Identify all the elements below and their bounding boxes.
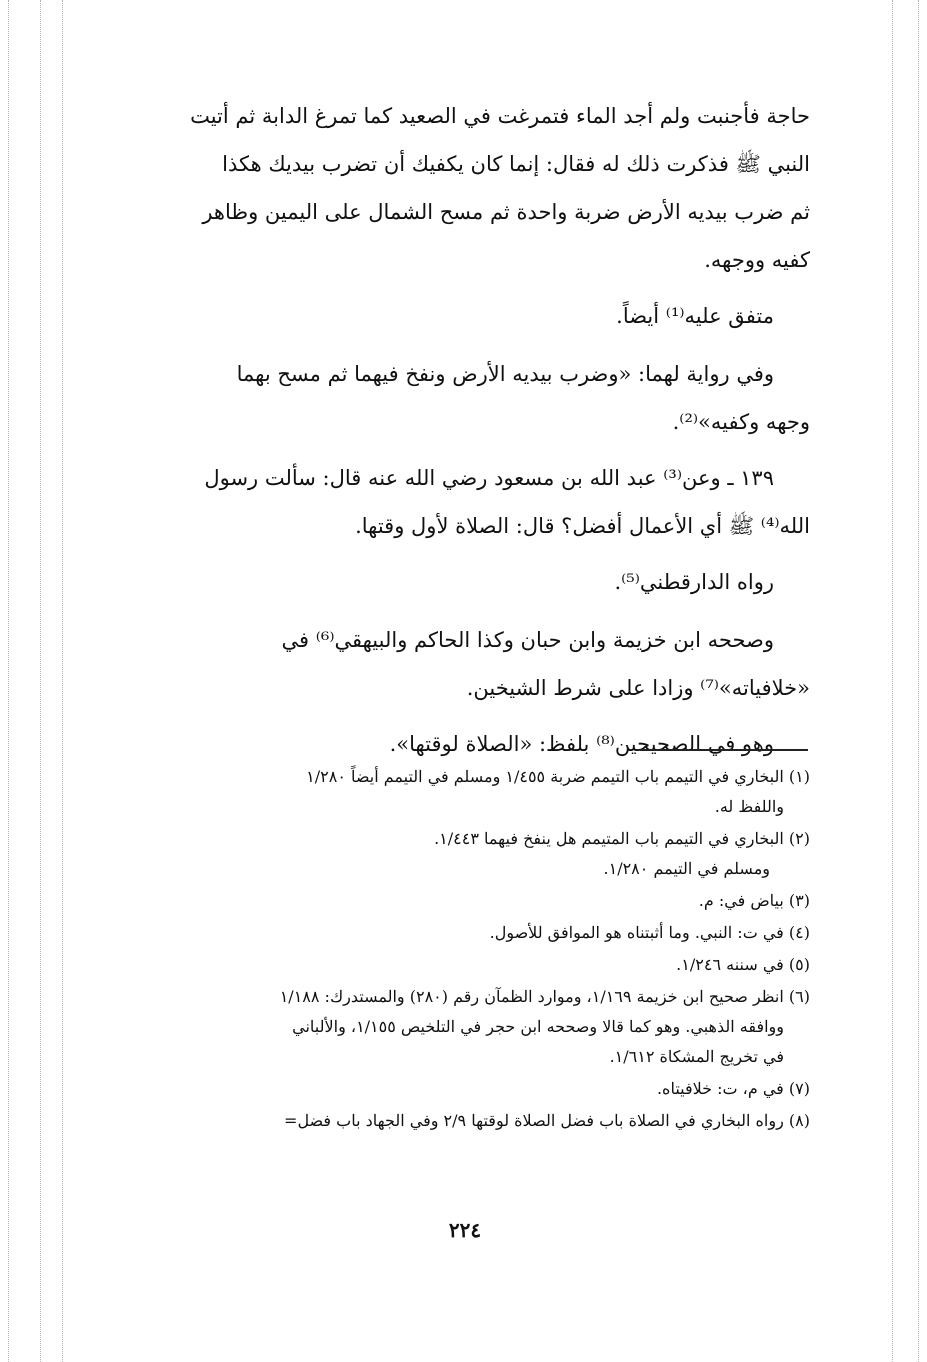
text-line: وجهه وكفيه»⁽²⁾. <box>672 410 810 434</box>
text-line: وفي رواية لهما: «وضرب بيديه الأرض ونفخ فيهما ثم مسح بهما <box>236 362 774 386</box>
footnote-3: (٣) بياض في: م. <box>698 891 810 910</box>
text-line: وصححه ابن خزيمة وابن حبان وكذا الحاكم والبيهقي⁽⁶⁾ في <box>281 628 774 652</box>
footnote-4: (٤) في ت: النبي. وما أثبتناه هو الموافق للأصول. <box>489 923 810 942</box>
paragraph-hadith-continuation <box>110 92 810 284</box>
main-text <box>110 92 810 778</box>
footnote-line: (٢) البخاري في التيمم باب المتيمم هل ينفخ فيهما ١/٤٤٣. <box>434 829 810 848</box>
footnote-7: (٧) في م، ت: خلافيتاه. <box>656 1079 810 1098</box>
footnote-8: (٨) رواه البخاري في الصلاة باب فضل الصلاة لوقتها ٢/٩ وفي الجهاد باب فضل= <box>284 1111 810 1130</box>
footnotes <box>110 762 810 1138</box>
paragraph-hadith-139 <box>110 454 810 550</box>
paragraph-authentication <box>110 616 810 712</box>
scan-edge-line <box>892 0 893 1362</box>
text-line: حاجة فأجنبت ولم أجد الماء فتمرغت في الصعيد كما تمرغ الدابة ثم أتيت <box>190 104 810 128</box>
text-line: النبي ﷺ فذكرت ذلك له فقال: إنما كان يكفيك أن تضرب بيديك هكذا <box>222 152 810 176</box>
scan-edge-line <box>40 0 41 1362</box>
page-number: ٢٢٤ <box>448 1218 482 1242</box>
text-line: «خلافياته»⁽⁷⁾ وزادا على شرط الشيخين. <box>466 676 810 700</box>
scan-edge-line <box>918 0 919 1362</box>
footnote-5: (٥) في سننه ١/٢٤٦. <box>676 955 810 974</box>
footnote-line: واللفظ له. <box>714 797 784 816</box>
text-line: ثم ضرب بيديه الأرض ضربة واحدة ثم مسح الشمال على اليمين وظاهر <box>202 200 810 224</box>
paragraph-narration-variant <box>110 350 810 446</box>
paragraph-attribution: متفق عليه⁽¹⁾ أيضاً. <box>616 304 774 328</box>
paragraph-source: رواه الدارقطني⁽⁵⁾. <box>614 570 774 594</box>
paragraph-sahihayn: وهو في الصحيحين⁽⁸⁾ بلفظ: «الصلاة لوقتها». <box>389 732 774 756</box>
footnote-line: ووافقه الذهبي. وهو كما قالا وصححه ابن حجر في التلخيص ١/١٥٥، والألباني <box>292 1017 784 1036</box>
text-line: ١٣٩ ـ وعن⁽³⁾ عبد الله بن مسعود رضي الله عنه قال: سألت رسول <box>204 466 774 490</box>
footnote-2 <box>110 824 810 884</box>
text-line: كفيه ووجهه. <box>704 248 810 272</box>
scan-edge-line <box>62 0 63 1362</box>
footnote-line: في تخريج المشكاة ١/٦١٢. <box>609 1047 784 1066</box>
footnote-line: (١) البخاري في التيمم باب التيمم ضربة ١/٤٥٥ ومسلم في التيمم أيضاً ١/٢٨٠ <box>306 767 810 786</box>
text-line: الله⁽⁴⁾ ﷺ أي الأعمال أفضل؟ قال: الصلاة لأول وقتها. <box>355 514 810 538</box>
footnote-line: ومسلم في التيمم ١/٢٨٠. <box>603 859 770 878</box>
footnote-6 <box>110 982 810 1072</box>
footnote-1 <box>110 762 810 822</box>
footnote-line: (٦) انظر صحيح ابن خزيمة ١/١٦٩، وموارد الظمآن رقم (٢٨٠) والمستدرك: ١/١٨٨ <box>279 987 810 1006</box>
footnote-divider <box>640 749 808 751</box>
scan-edge-line <box>8 0 9 1362</box>
